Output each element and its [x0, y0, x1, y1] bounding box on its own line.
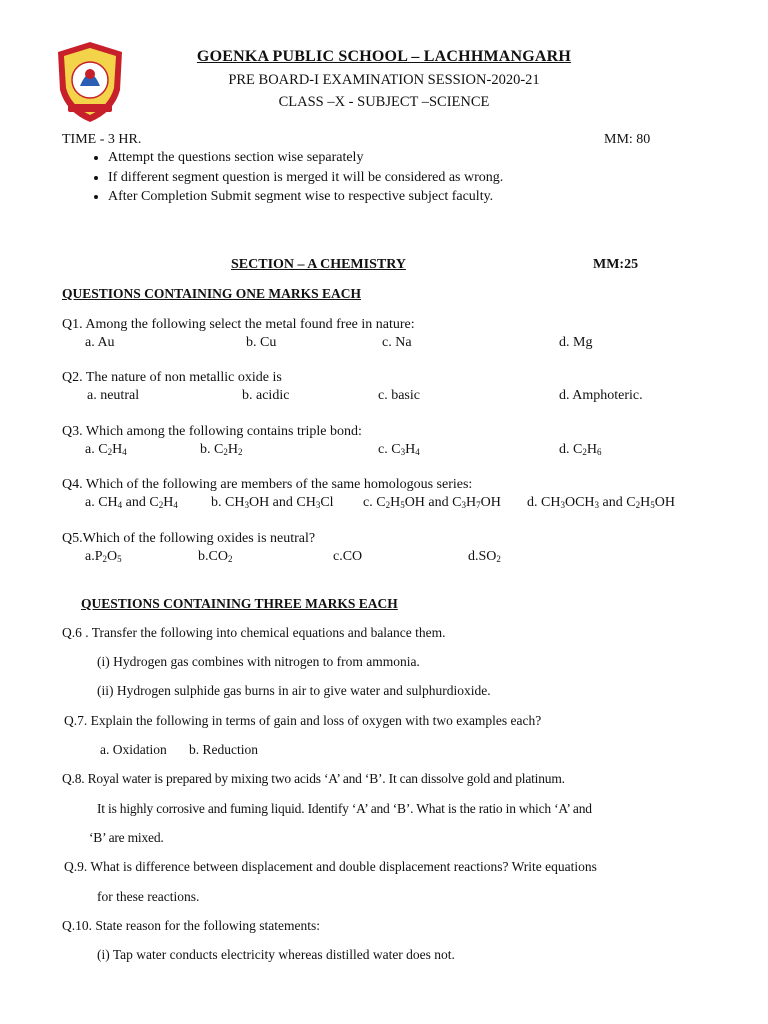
q2-option-c: c. basic — [378, 388, 420, 403]
question-2: Q2. The nature of non metallic oxide is — [62, 370, 282, 385]
instructions-list — [86, 150, 503, 209]
question-8-line-3: ‘B’ are mixed. — [89, 830, 164, 845]
q10-part-i: (i) Tap water conducts electricity whereas distilled water does not. — [97, 947, 455, 962]
instruction-item: • After Completion Submit segment wise to respective subject faculty. — [108, 189, 503, 209]
q4-option-a: a. $CH_4$ and $C_2H_4$ — [85, 495, 178, 510]
q7-part-a: a. Oxidation — [100, 742, 167, 757]
q5-option-a: $a.P_2O_5$ — [85, 549, 122, 564]
q1-option-b: b. Cu — [246, 335, 277, 350]
question-9-line-2: for these reactions. — [97, 889, 200, 904]
section-marks: MM:25 — [593, 257, 639, 272]
q3-option-a: a. $C_2H_4$ — [85, 442, 127, 457]
q2-option-b: b. acidic — [242, 388, 290, 403]
q1-option-a: a. Au — [85, 335, 115, 350]
time-label: TIME - 3 HR. — [62, 132, 142, 147]
instruction-item: • Attempt the questions section wise separately — [108, 150, 503, 170]
exam-title: PRE BOARD-I EXAMINATION SESSION-2020-21 — [228, 72, 540, 88]
class-subject: CLASS –X - SUBJECT –SCIENCE — [278, 94, 490, 110]
q5-option-b: $b.CO_2$ — [198, 549, 233, 564]
question-7: Q.7. Explain the following in terms of gain and loss of oxygen with two examples each? — [64, 713, 542, 728]
q4-option-c: c. $C_2H_5OH$ and $C_3H_7OH$ — [363, 495, 501, 510]
question-8-line-2: It is highly corrosive and fuming liquid. Identify ‘A’ and ‘B’. What is the ratio in which ‘A’ and — [97, 801, 592, 816]
q4-option-d: d. $CH_3OCH_3$ and $C_2H_5OH$ — [527, 495, 675, 510]
q5-option-c: c.CO — [333, 549, 363, 564]
section-title: SECTION – A CHEMISTRY — [231, 257, 406, 272]
question-1: Q1. Among the following select the metal found free in nature: — [62, 317, 415, 332]
question-4: Q4. Which of the following are members of the same homologous series: — [62, 477, 473, 492]
question-9-line-1: Q.9. What is difference between displacement and double displacement reactions? Write equations — [64, 859, 597, 874]
q1-option-d: d. Mg — [559, 335, 593, 350]
q2-option-a: a. neutral — [87, 388, 140, 403]
q1-option-c: c. Na — [382, 335, 412, 350]
q6-part-ii: (ii) Hydrogen sulphide gas burns in air to give water and sulphurdioxide. — [97, 683, 491, 698]
question-8-line-1: Q.8. Royal water is prepared by mixing two acids ‘A’ and ‘B’. It can dissolve gold and platinum. — [62, 771, 565, 786]
instruction-item: • If different segment question is merged it will be considered as wrong. — [108, 170, 503, 190]
question-5: Q5.Which of the following oxides is neutral? — [62, 531, 316, 546]
q5-option-d: $d.SO_2$ — [468, 549, 501, 564]
max-marks: MM: 80 — [604, 132, 651, 147]
question-6: Q.6 . Transfer the following into chemical equations and balance them. — [62, 625, 446, 640]
q7-part-b: b. Reduction — [189, 742, 258, 757]
three-mark-heading: QUESTIONS CONTAINING THREE MARKS EACH — [81, 596, 398, 611]
school-name: GOENKA PUBLIC SCHOOL – LACHHMANGARH — [196, 48, 572, 65]
one-mark-heading: QUESTIONS CONTAINING ONE MARKS EACH — [62, 286, 362, 301]
question-3: Q3. Which among the following contains triple bond: — [62, 424, 362, 439]
q3-option-c: c. $C_3H_4$ — [378, 442, 420, 457]
q4-option-b: b. $CH_3OH$ and $CH_3Cl$ — [211, 495, 334, 510]
question-10: Q.10. State reason for the following statements: — [62, 918, 320, 933]
q3-option-b: b. $C_2H_2$ — [200, 442, 243, 457]
q6-part-i: (i) Hydrogen gas combines with nitrogen to from ammonia. — [97, 654, 420, 669]
q3-option-d: d. $C_2H_6$ — [559, 442, 602, 457]
q2-option-d: d. Amphoteric. — [559, 388, 643, 403]
